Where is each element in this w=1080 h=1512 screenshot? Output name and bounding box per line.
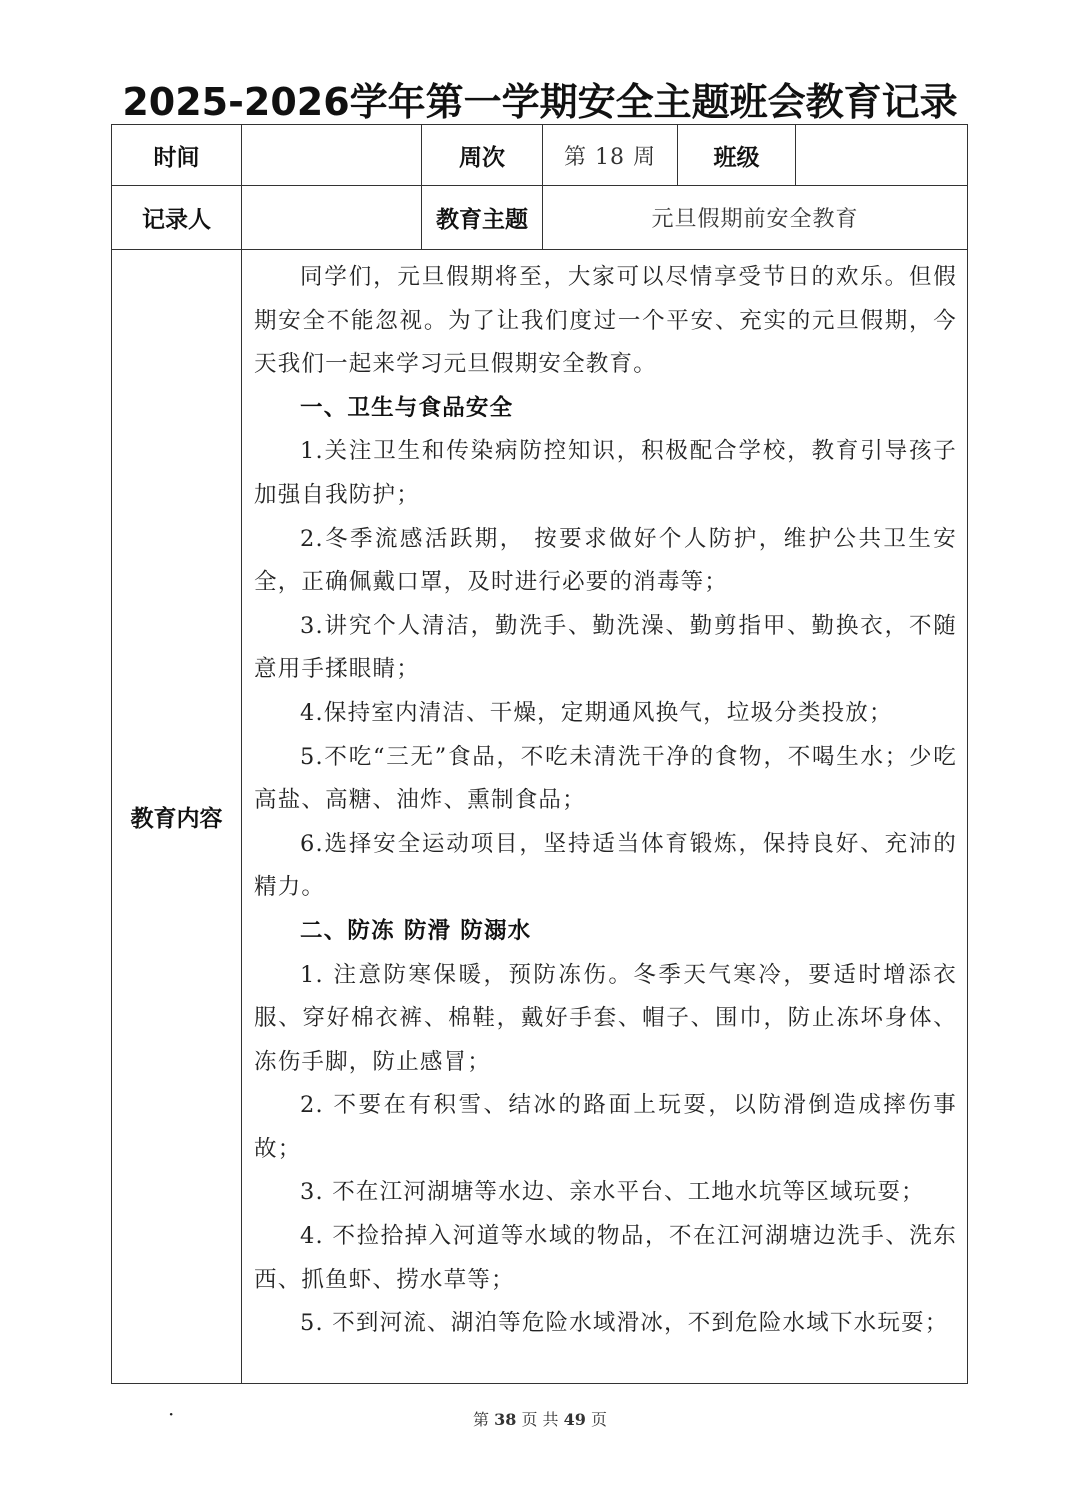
week-label: 周次: [422, 125, 543, 186]
section-2-item-4: 4. 不捡拾掉入河道等水域的物品，不在江河湖塘边洗手、洗东西、抓鱼虾、捞水草等；: [254, 1223, 957, 1293]
time-label: 时间: [112, 125, 242, 186]
page-suffix: 页: [591, 1410, 608, 1429]
section-1-item-2: 2.冬季流感活跃期， 按要求做好个人防护，维护公共卫生安全，正确佩戴口罩，及时进行必要的消毒等；: [254, 525, 957, 596]
theme-value: 元旦假期前安全教育: [543, 186, 968, 250]
content-row: [112, 250, 968, 1384]
intro-paragraph: 同学们，元旦假期将至，大家可以尽情享受节日的欢乐。但假期安全不能忽视。为了让我们度过一个平安、充实的元旦假期，今天我们一起来学习元旦假期安全教育。: [254, 264, 957, 378]
document-title: 2025-2026学年第一学期安全主题班会教育记录: [122, 80, 958, 124]
page-prefix: 第: [472, 1410, 489, 1429]
section-2-item-3: 3. 不在江河湖塘等水边、亲水平台、工地水坑等区域玩耍；: [300, 1179, 925, 1206]
time-value: [242, 125, 422, 186]
record-table: [111, 124, 968, 1384]
footer-dot: ·: [168, 1402, 175, 1426]
page-number: [0, 1408, 1080, 1432]
header-row-1: [112, 125, 968, 186]
section-2-item-2: 2. 不要在有积雪、结冰的路面上玩耍，以防滑倒造成摔伤事故；: [254, 1092, 957, 1162]
section-2-item-1: 1. 注意防寒保暖，预防冻伤。冬季天气寒冷，要适时增添衣服、穿好棉衣裤、棉鞋，戴好手套、帽子、围巾，防止冻坏身体、冻伤手脚，防止感冒；: [254, 961, 957, 1075]
section-1-item-5: 5.不吃“三无”食品，不吃未清洗干净的食物，不喝生水；少吃高盐、高糖、油炸、熏制食品；: [254, 743, 957, 814]
content-label: 教育内容: [112, 250, 242, 1384]
page-middle: 页 共: [521, 1410, 559, 1429]
section-2-title: 二、防冻 防滑 防溺水: [300, 917, 532, 944]
week-value: 第 18 周: [543, 125, 678, 186]
recorder-label: 记录人: [112, 186, 242, 250]
header-row-2: [112, 186, 968, 250]
section-1-item-4: 4.保持室内清洁、干燥，定期通风换气，垃圾分类投放；: [300, 699, 893, 726]
page-total: 49: [563, 1410, 586, 1429]
recorder-value: [242, 186, 422, 250]
page-current: 38: [494, 1410, 517, 1429]
class-label: 班级: [678, 125, 796, 186]
section-1-item-3: 3.讲究个人清洁，勤洗手、勤洗澡、勤剪指甲、勤换衣，不随意用手揉眼睛；: [254, 612, 957, 683]
section-1-title: 一、卫生与食品安全: [300, 394, 514, 421]
theme-label: 教育主题: [422, 186, 543, 250]
section-2-item-5: 5. 不到河流、湖泊等危险水域滑冰，不到危险水域下水玩耍；: [300, 1310, 949, 1337]
section-1-item-6: 6.选择安全运动项目，坚持适当体育锻炼，保持良好、充沛的精力。: [254, 830, 957, 901]
content-body: [242, 250, 968, 1384]
section-1-item-1: 1.关注卫生和传染病防控知识，积极配合学校，教育引导孩子加强自我防护；: [254, 438, 957, 508]
class-value: [796, 125, 968, 186]
